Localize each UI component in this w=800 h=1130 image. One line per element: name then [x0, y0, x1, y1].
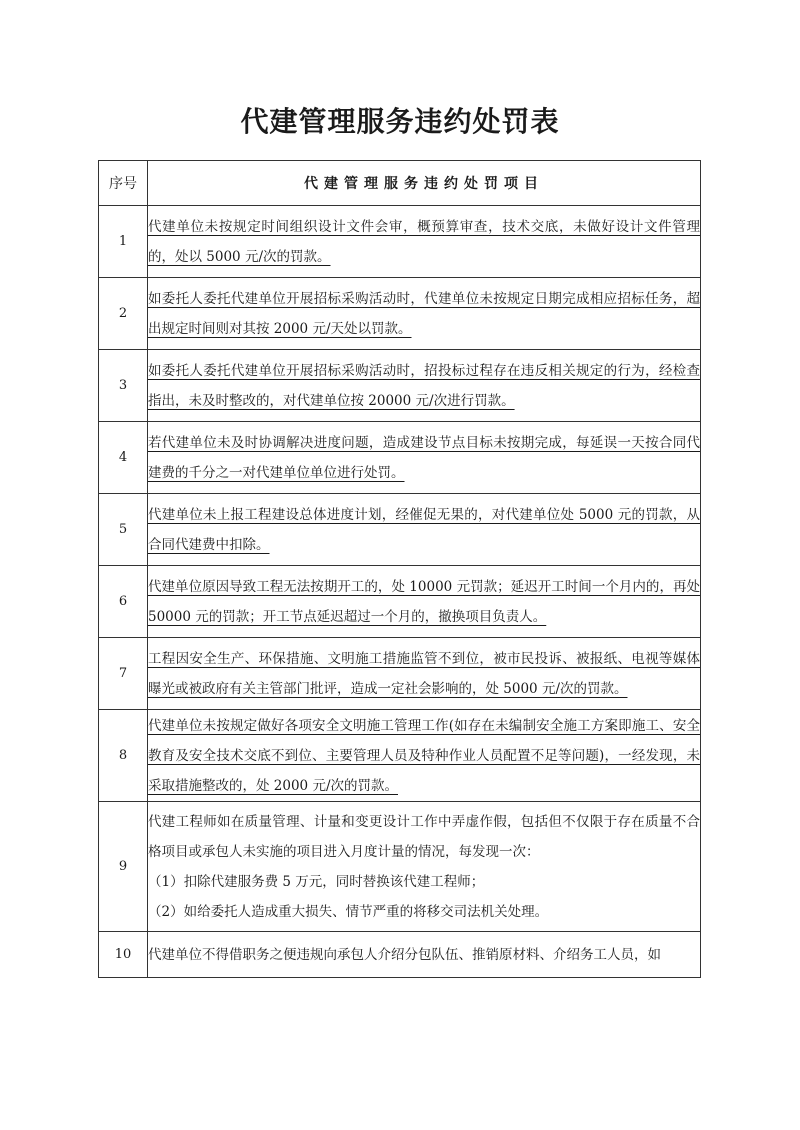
header-serial-number: 序号 [99, 161, 148, 206]
penalty-text: 如委托人委托代建单位开展招标采购活动时，代建单位未按规定日期完成相应招标任务，超出规定时间则对其按 2000 元/天处以罚款。 [148, 290, 700, 337]
table-row [99, 422, 701, 494]
row-number: 1 [99, 206, 148, 278]
row-number: 9 [99, 802, 148, 932]
row-number: 8 [99, 710, 148, 802]
penalty-text: 工程因安全生产、环保措施、文明施工措施监管不到位，被市民投诉、被报纸、电视等媒体曝光或被政府有关主管部门批评，造成一定社会影响的，处 5000 元/次的罚款。 [148, 650, 700, 697]
row-content [148, 278, 701, 350]
table-row [99, 494, 701, 566]
table-row [99, 206, 701, 278]
table-row [99, 350, 701, 422]
penalty-text: 如委托人委托代建单位开展招标采购活动时，招投标过程存在违反相关规定的行为，经检查指出，未及时整改的，对代建单位按 20000 元/次进行罚款。 [148, 362, 700, 409]
penalty-subitem: （2）如给委托人造成重大损失、情节严重的将移交司法机关处理。 [148, 903, 549, 920]
penalty-text: 代建单位未按规定时间组织设计文件会审，概预算审查，技术交底，未做好设计文件管理的，处以 5000 元/次的罚款。 [148, 218, 700, 265]
row-number: 2 [99, 278, 148, 350]
penalty-text: 代建工程师如在质量管理、计量和变更设计工作中弄虚作假，包括但不仅限于存在质量不合格项目或承包人未实施的项目进入月度计量的情况，每发现一次： [148, 813, 700, 860]
penalty-table [98, 160, 701, 978]
table-row [99, 278, 701, 350]
row-number: 4 [99, 422, 148, 494]
row-content [148, 710, 701, 802]
penalty-text: 代建单位不得借职务之便违规向承包人介绍分包队伍、推销原材料、介绍务工人员，如 [148, 946, 661, 963]
penalty-text: 若代建单位未及时协调解决进度问题，造成建设节点目标未按期完成，每延误一天按合同代建费的千分之一对代建单位单位进行处罚。 [148, 434, 700, 481]
table-row [99, 566, 701, 638]
row-content [148, 422, 701, 494]
row-content [148, 802, 701, 932]
row-number: 6 [99, 566, 148, 638]
row-number: 5 [99, 494, 148, 566]
table-row [99, 710, 701, 802]
header-penalty-item: 代建管理服务违约处罚项目 [148, 161, 701, 206]
row-content [148, 566, 701, 638]
row-number: 7 [99, 638, 148, 710]
document-title: 代建管理服务违约处罚表 [240, 105, 560, 138]
row-content [148, 206, 701, 278]
penalty-subitem: （1）扣除代建服务费 5 万元，同时替换该代建工程师； [148, 873, 485, 890]
row-content [148, 932, 701, 978]
penalty-text: 代建单位未按规定做好各项安全文明施工管理工作(如存在未编制安全施工方案即施工、安全教育及安全技术交底不到位、主要管理人员及特种作业人员配置不足等问题)，一经发现，未采取措施整改的，处 2000 元/次的罚款。 [148, 717, 700, 794]
row-number: 10 [99, 932, 148, 978]
row-number: 3 [99, 350, 148, 422]
penalty-text: 代建单位未上报工程建设总体进度计划，经催促无果的，对代建单位处 5000 元的罚款，从合同代建费中扣除。 [148, 506, 700, 553]
table-header-row [99, 161, 701, 206]
row-content [148, 638, 701, 710]
row-content [148, 494, 701, 566]
table-row [99, 932, 701, 978]
penalty-text: 代建单位原因导致工程无法按期开工的，处 10000 元罚款；延迟开工时间一个月内的，再处 50000 元的罚款；开工节点延迟超过一个月的，撤换项目负责人。 [148, 578, 700, 625]
row-content [148, 350, 701, 422]
table-row [99, 638, 701, 710]
table-row [99, 802, 701, 932]
